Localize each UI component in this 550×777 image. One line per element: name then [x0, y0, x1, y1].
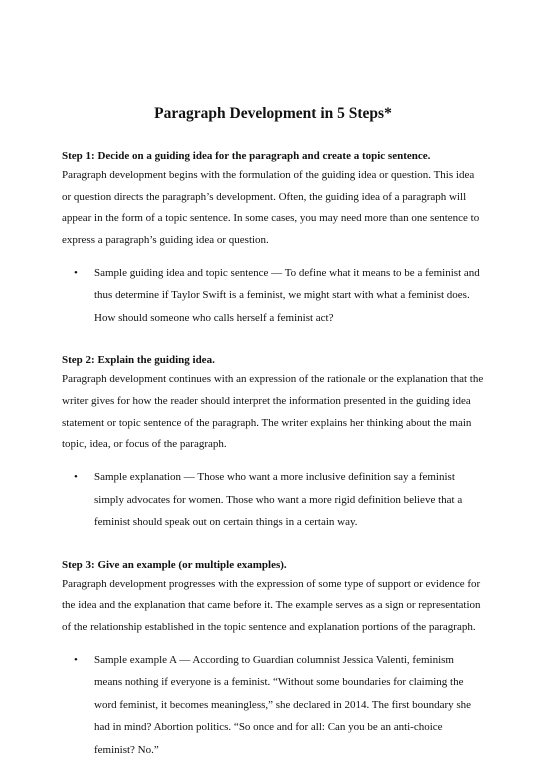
step-2-paragraph: Paragraph development continues with an expression of the rationale or the explanation that the writer gives for how the reader should interpret the information presented in the guiding idea statement or topic sentence of the paragraph. The writer explains her thinking about the main topic, idea, or focus of the paragraph. — [62, 373, 484, 451]
step-2-bullet-text: Sample explanation — Those who want a more inclusive definition say a feminist simply advocates for women. Those who want a more rigid definition believe that a feminist should speak out on certain things in a certain way. — [94, 471, 463, 529]
bullet-icon: • — [74, 471, 78, 484]
step-2-heading: Step 2: Explain the guiding idea. — [62, 354, 215, 367]
list-item — [62, 649, 484, 762]
step-3-heading: Step 3: Give an example (or multiple examples). — [62, 558, 287, 571]
list-item — [62, 262, 484, 330]
bullet-icon: • — [74, 653, 78, 666]
step-1-section — [62, 147, 484, 329]
step-1-bullet-text: Sample guiding idea and topic sentence — To define what it means to be a feminist and thus determine if Taylor Swift is a feminist, we might start with what a feminist does. How should someone who calls herself a feminist act? — [94, 266, 480, 324]
step-1-bullet-list — [62, 262, 484, 330]
step-1-paragraph: Paragraph development begins with the formulation of the guiding idea or question. This idea or question directs the paragraph’s development. Often, the guiding idea of a paragraph will appear in the form of a topic sentence. In some cases, you may need more than one sentence to express a paragraph’s guiding idea or question. — [62, 169, 480, 247]
step-2-bullet-list — [62, 466, 484, 534]
list-item — [62, 466, 484, 534]
document-title: Paragraph Development in 5 Steps* — [154, 105, 392, 122]
step-3-bullet-list — [62, 649, 484, 762]
step-3-bullet-text: Sample example A — According to Guardian columnist Jessica Valenti, feminism means nothing if everyone is a feminist. “Without some boundaries for claiming the word feminist, it becomes meaningless,” she declared in 2014. The first boundary she had in mind? Abortion politics. “So once and for all: Can you be an anti-choice feminist? No.” — [94, 653, 472, 756]
step-3-section — [62, 556, 484, 762]
step-2-section — [62, 351, 484, 533]
step-3-paragraph: Paragraph development progresses with the expression of some type of support or evidence for the idea and the explanation that came before it. The example serves as a sign or representation of the relationship established in the topic sentence and explanation portions of the paragraph. — [62, 577, 481, 634]
step-1-heading: Step 1: Decide on a guiding idea for the paragraph and create a topic sentence. — [62, 150, 431, 162]
bullet-icon: • — [74, 266, 78, 279]
